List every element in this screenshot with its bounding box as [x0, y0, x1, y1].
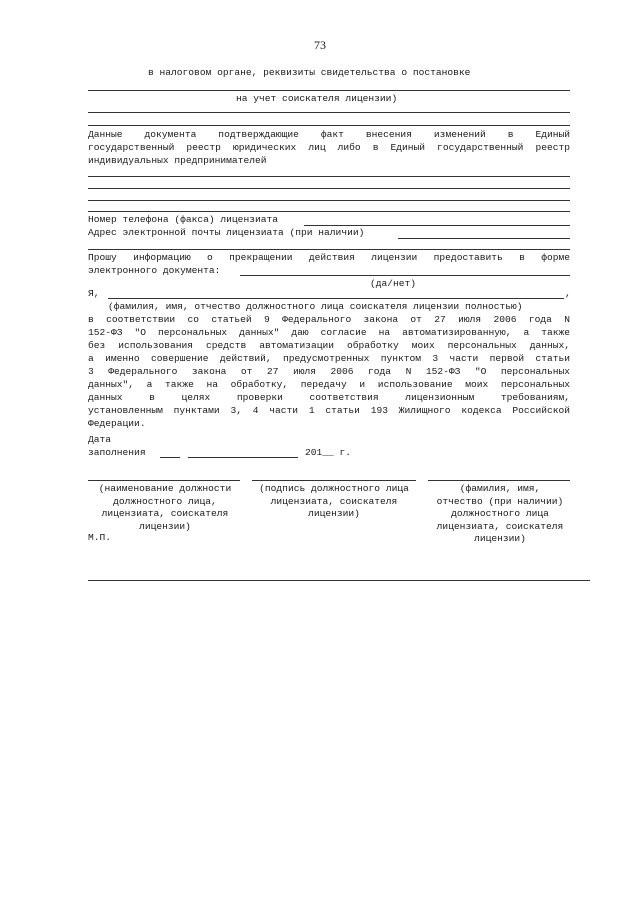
name-caption: [424, 483, 576, 546]
signature-line[interactable]: [252, 480, 416, 481]
fio-caption: (фамилия, имя, отчество должностного лица соискателя лицензии полностью): [108, 301, 523, 312]
register-doc-field-2[interactable]: [88, 188, 570, 189]
name-caption-5: лицензии): [474, 533, 526, 544]
position-caption-3: лицензиата, соискателя: [101, 508, 229, 519]
consent-line-8: установленным пунктами 3, 4 части 1 статьи 193 Жилищного кодекса Российской: [88, 405, 570, 416]
phone-label: Номер телефона (факса) лицензиата: [88, 214, 278, 225]
register-doc-field-3[interactable]: [88, 200, 570, 201]
register-doc-line-3: индивидуальных предпринимателей: [88, 155, 267, 166]
date-label-2: заполнения: [88, 447, 146, 458]
page-number: 73: [314, 38, 326, 52]
position-caption-2: должностного лица,: [113, 495, 217, 507]
tax-authority-text: в налоговом органе, реквизиты свидетельства о постановке: [148, 67, 471, 78]
consent-line-2: 152-ФЗ "О персональных данных" даю согласие на автоматизированную, а также: [88, 327, 570, 338]
stamp-label: М.П.: [88, 532, 112, 543]
position-signature-line[interactable]: [88, 480, 240, 481]
electronic-request-line-1: Прошу информацию о прекращении действия лицензии предоставить в форме: [88, 252, 570, 263]
consent-line-7: данных в целях проверки соответствия лицензионным требованиям,: [88, 392, 570, 403]
yes-no-caption: (да/нет): [370, 278, 417, 289]
date-month-field[interactable]: [188, 457, 298, 458]
electronic-request-field[interactable]: [240, 275, 570, 276]
tax-authority-line[interactable]: [88, 90, 570, 91]
consent-line-1: в соответствии со статьей 9 Федерального закона от 27 июля 2006 года N: [88, 314, 570, 325]
position-caption-4: лицензии): [139, 520, 191, 532]
tax-authority-line-2[interactable]: [88, 112, 570, 113]
signature-caption: [248, 483, 420, 521]
email-field[interactable]: [398, 238, 570, 239]
tax-authority-caption: на учет соискателя лицензии): [236, 93, 398, 104]
signature-caption-3: лицензии): [308, 508, 360, 519]
consent-line-3: без использования средств автоматизации обработку моих персональных данных,: [88, 340, 570, 351]
name-caption-4: лицензиата, соискателя: [436, 520, 564, 532]
fio-field[interactable]: [108, 298, 564, 299]
bottom-rule: [88, 580, 590, 581]
signature-caption-2: лицензиата, соискателя: [270, 495, 398, 507]
email-field-2[interactable]: [88, 249, 570, 250]
email-label: Адрес электронной почты лицензиата (при наличии): [88, 227, 365, 238]
register-doc-field-1[interactable]: [88, 176, 570, 177]
electronic-request-line-2: электронного документа:: [88, 265, 221, 276]
position-caption: [82, 483, 248, 533]
consent-line-5: 3 Федерального закона от 27 июля 2006 года N 152-ФЗ "О персональных: [88, 366, 570, 377]
fio-comma: ,: [565, 288, 571, 299]
date-year: 201__ г.: [305, 447, 352, 458]
tax-authority-line-3[interactable]: [88, 125, 570, 126]
register-doc-line-2: государственный реестр юридических лиц либо в Единый государственный реестр: [88, 142, 570, 153]
position-caption-1: (наименование должности: [98, 483, 232, 494]
name-signature-line[interactable]: [428, 480, 570, 481]
ya-label: Я,: [88, 288, 100, 299]
consent-line-6: данных", а также на обработку, передачу и использование моих персональных: [88, 379, 570, 390]
date-label: Дата: [88, 434, 112, 445]
date-day-field[interactable]: [160, 457, 180, 458]
name-caption-2: отчество (при наличии): [436, 495, 564, 507]
name-caption-3: должностного лица: [451, 508, 549, 519]
consent-line-4: а именно совершение действий, предусмотренных пунктом 3 части первой статьи: [88, 353, 570, 364]
name-caption-1: (фамилия, имя,: [459, 483, 541, 494]
register-doc-line-1: Данные документа подтверждающие факт внесения изменений в Единый: [88, 129, 570, 140]
consent-line-9: Федерации.: [88, 418, 146, 429]
register-doc-field-4[interactable]: [88, 211, 570, 212]
signature-caption-1: (подпись должностного лица: [259, 483, 409, 494]
